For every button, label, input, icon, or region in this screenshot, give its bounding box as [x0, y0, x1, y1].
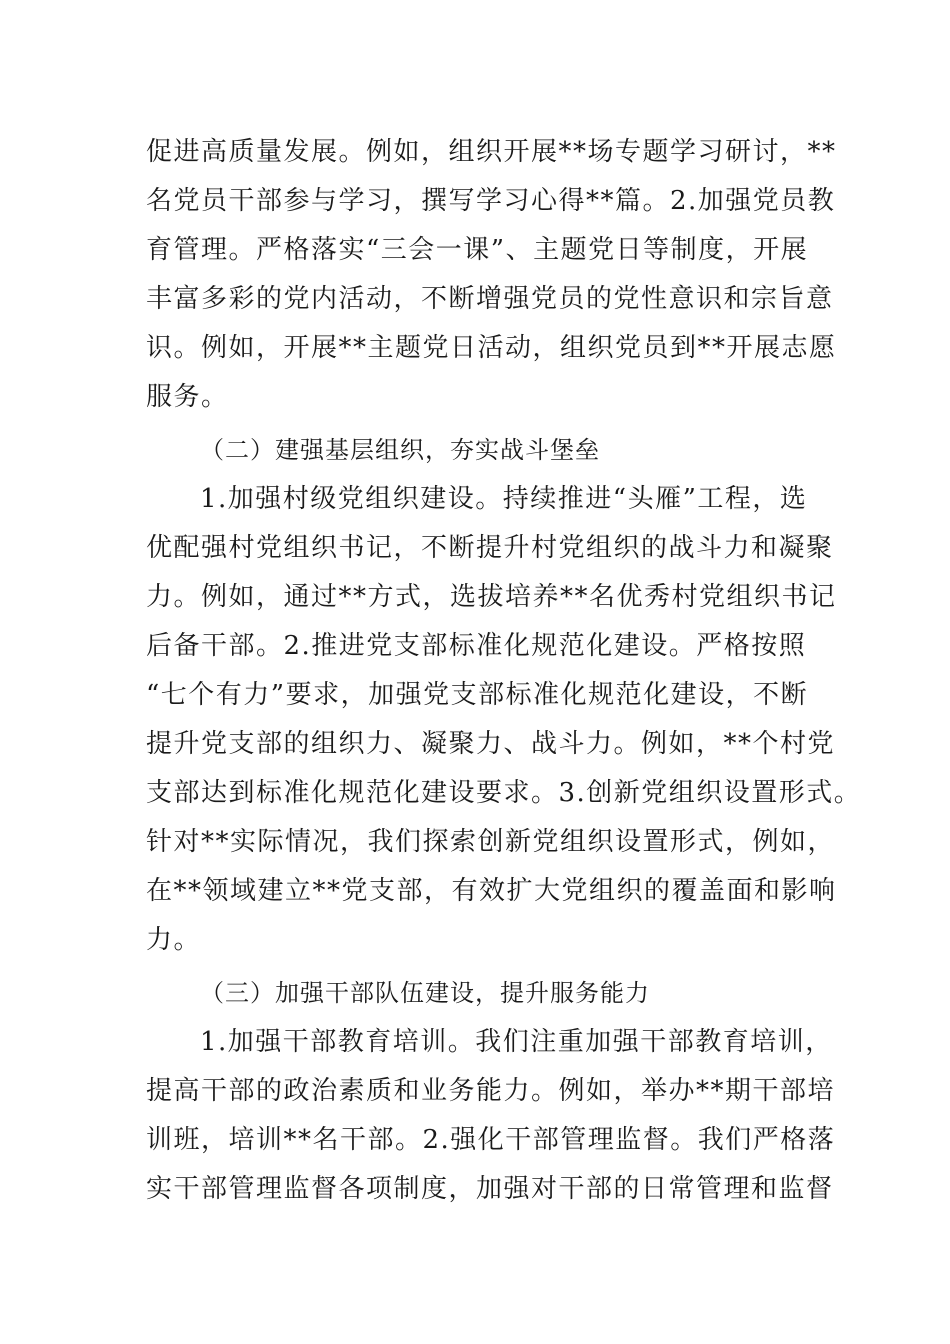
section-heading: （三）加强干部队伍建设，提升服务能力	[200, 979, 650, 1007]
paragraph-line: 针对**实际情况，我们探索创新党组织设置形式，例如，	[146, 827, 836, 857]
paragraph-line: 在**领域建立**党支部，有效扩大党组织的覆盖面和影响	[146, 876, 837, 906]
paragraph-line: 优配强村党组织书记，不断提升村党组织的战斗力和凝聚	[146, 533, 834, 563]
paragraph-line: 后备干部。2.推进党支部标准化规范化建设。严格按照	[146, 631, 807, 661]
section-heading: （二）建强基层组织，夯实战斗堡垒	[200, 436, 600, 464]
paragraph-line: 力。	[146, 925, 202, 955]
paragraph-line: 1.加强村级党组织建设。持续推进“头雁”工程，选	[200, 484, 808, 514]
paragraph-line: 识。例如，开展**主题党日活动，组织党员到**开展志愿	[146, 333, 837, 363]
paragraph-line: 支部达到标准化规范化建设要求。3.创新党组织设置形式。	[146, 778, 862, 808]
paragraph-line: 育管理。严格落实“三会一课”、主题党日等制度，开展	[146, 235, 809, 265]
paragraph-line: 名党员干部参与学习，撰写学习心得**篇。2.加强党员教	[146, 186, 836, 216]
paragraph-line: 训班，培训**名干部。2.强化干部管理监督。我们严格落	[146, 1125, 836, 1155]
paragraph-line: “七个有力”要求，加强党支部标准化规范化建设，不断	[146, 680, 809, 710]
paragraph-line: 提升党支部的组织力、凝聚力、战斗力。例如，**个村党	[146, 729, 836, 759]
paragraph-line: 提高干部的政治素质和业务能力。例如，举办**期干部培	[146, 1076, 836, 1106]
paragraph-line: 实干部管理监督各项制度，加强对干部的日常管理和监督	[146, 1174, 834, 1204]
paragraph-line: 力。例如，通过**方式，选拔培养**名优秀村党组织书记	[146, 582, 837, 612]
paragraph-line: 1.加强干部教育培训。我们注重加强干部教育培训，	[200, 1027, 833, 1057]
paragraph-line: 促进高质量发展。例如，组织开展**场专题学习研讨，**	[146, 137, 837, 167]
paragraph-line: 丰富多彩的党内活动，不断增强党员的党性意识和宗旨意	[146, 284, 834, 314]
paragraph-line: 服务。	[146, 382, 229, 412]
